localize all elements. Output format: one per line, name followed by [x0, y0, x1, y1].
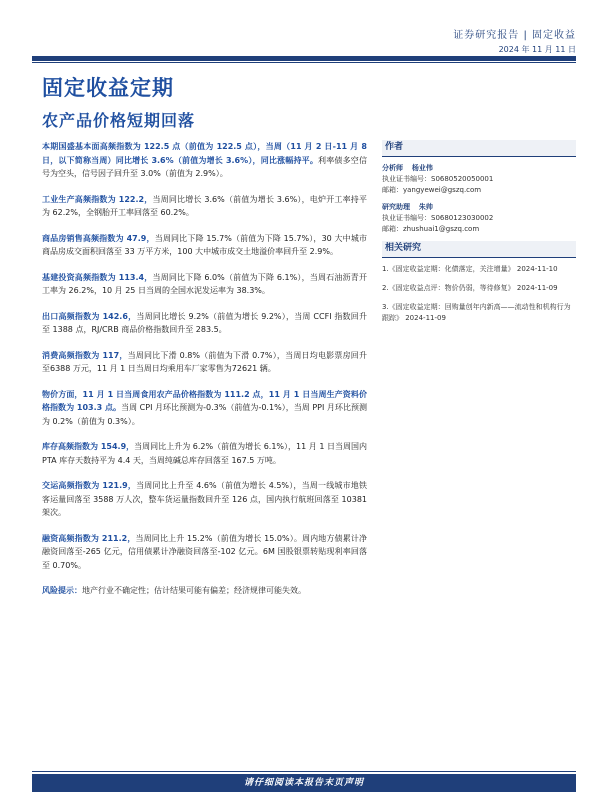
author-cert: 执业证书编号：S0680520050001: [382, 175, 494, 183]
highlight-text: 库存高频指数为 154.9，: [42, 442, 135, 451]
author-email[interactable]: 邮箱：yangyewei@gszq.com: [382, 186, 482, 194]
related-research-list: [382, 264, 576, 324]
export-paragraph: [42, 310, 367, 337]
highlight-text: 交运高频指数为 121.9，: [42, 481, 137, 490]
highlight-text: 本期国盛基本面高频指数为 122.5 点（前值为 122.5 点），当周（11 月 2 日-11 月 8 日，以下简称当周）同比增长 3.6%（前值为增长 3.6%），同比涨幅持平。: [42, 142, 367, 165]
property-paragraph: [42, 232, 367, 259]
author-line: [382, 163, 576, 174]
author-name: 杨业伟: [411, 164, 433, 172]
highlight-text: 物价方面，11 月 1 日当周食用农产品价格指数为 111.2 点，11 月 1 日当周生产资料价格指数为 103.3 点。: [42, 389, 367, 412]
authors-heading: 作者: [382, 140, 576, 157]
related-report-link[interactable]: 1.《固定收益定期：化债落定，关注增量》 2024-11-10: [382, 265, 558, 273]
header-divider-thin: [32, 62, 576, 63]
report-date: 2024 年 11 月 11 日: [498, 45, 576, 54]
header-divider: [32, 56, 576, 61]
highlight-text: 消费高频指数为 117，: [42, 350, 128, 360]
risk-text: 地产行业不确定性；估计结果可能有偏差；经济规律可能失效。: [82, 586, 306, 595]
body-text: 当周 CPI 月环比预测为-0.3%（前值为-0.1%），当周 PPI 月环比预测为 0.2%（前值为 0.3%）。: [42, 403, 368, 426]
page-title: 农产品价格短期回落: [42, 111, 196, 130]
body-text: 当周同比上升至 4.6%（前值为增长 4.5%），当周一线城市地铁客运量回落至 3588 万人次，整车货运量指数回升至 126 点，国内执行航班回落至 10381 架次。: [42, 481, 368, 517]
highlight-text: 融资高频指数为 211.2，: [42, 533, 136, 543]
report-category: 证券研究报告 | 固定收益: [453, 30, 576, 41]
inventory-paragraph: [42, 440, 367, 467]
highlight-text: 工业生产高频指数为 122.2，: [42, 194, 153, 204]
price-paragraph: [42, 388, 367, 429]
highlight-text: 出口高频指数为 142.6，: [42, 311, 137, 321]
summary-paragraph: [42, 140, 367, 181]
highlight-text: 基建投资高频指数为 113.4，: [42, 272, 153, 282]
body-text: 当周同比增长 3.6%（前值为增长 3.6%），电炉开工率持平为 62.2%，全钢胎开工率回落至 60.2%。: [42, 194, 367, 217]
industry-paragraph: [42, 193, 367, 220]
body-text: 当周同比上升为 6.2%（前值为增长 6.1%），11 月 1 日当周国内 PTA 库存天数持平为 4.4 天，当周纯碱总库存回落至 167.5 万吨。: [42, 442, 367, 465]
related-report-link[interactable]: 3.《固定收益定期：回购量创年内新高——流动性和机构行为跟踪》 2024-11-09: [382, 303, 571, 322]
body-text: 当周同比下滑 0.8%（前值为下滑 0.7%），当周日均电影票房回升至6388 万元，11 月 1 日当周日均乘用车厂家零售为72621 辆。: [42, 350, 368, 373]
author-name: 朱帅: [418, 203, 433, 211]
infrastructure-paragraph: [42, 271, 367, 298]
transport-paragraph: [42, 479, 367, 520]
author-line: [382, 202, 576, 213]
highlight-text: 商品房销售高频指数为 47.9，: [42, 233, 155, 243]
author-email[interactable]: 邮箱：zhushuai1@gszq.com: [382, 225, 480, 233]
body-text: 当周同比上升 15.2%（前值为增长 15.0%）。周内地方债累计净融资回落至-265 亿元，信用债累计净融资回落至-102 亿元。6M 国股银票转贴现利率回落至 0.70%。: [42, 533, 367, 570]
body-text: 当周同比下降 15.7%（前值为下降 15.7%），30 大中城市商品房成交面积回落至 33 万平方米，100 大中城市成交土地溢价率回升至 2.9%。: [42, 233, 367, 256]
body-text: 利率债多空信号为空头，信号因子回升至 3.0%（前值为 2.9%）。: [42, 155, 367, 178]
footer-disclaimer: 请仔细阅读本报告末页声明: [32, 774, 576, 792]
related-report-link[interactable]: 2.《固定收益点评：物价仍弱，等待修复》 2024-11-09: [382, 284, 558, 292]
author-role: 研究助理: [382, 203, 410, 211]
risk-warning: [42, 584, 367, 598]
author-role: 分析师: [382, 164, 403, 172]
body-text: 当周同比下降 6.0%（前值为下降 6.1%），当周石油沥青开工率为 26.2%，10 月 25 日当周的全国水泥发运率为 38.3%。: [42, 272, 367, 295]
document-type: 固定收益定期: [42, 76, 174, 100]
footer-divider: [32, 771, 576, 772]
body-text: 当周同比增长 9.2%（前值为增长 9.2%），当周 CCFI 指数回升至 1388 点，RJ/CRB 商品价格指数回升至 283.5。: [42, 311, 368, 334]
consumption-paragraph: [42, 349, 367, 376]
related-research-heading: 相关研究: [382, 241, 576, 258]
summary-column: [42, 140, 367, 610]
author-cert: 执业证书编号：S0680123030002: [382, 214, 494, 222]
risk-label: 风险提示：: [42, 586, 82, 595]
sidebar: [382, 140, 576, 332]
financing-paragraph: [42, 532, 367, 573]
